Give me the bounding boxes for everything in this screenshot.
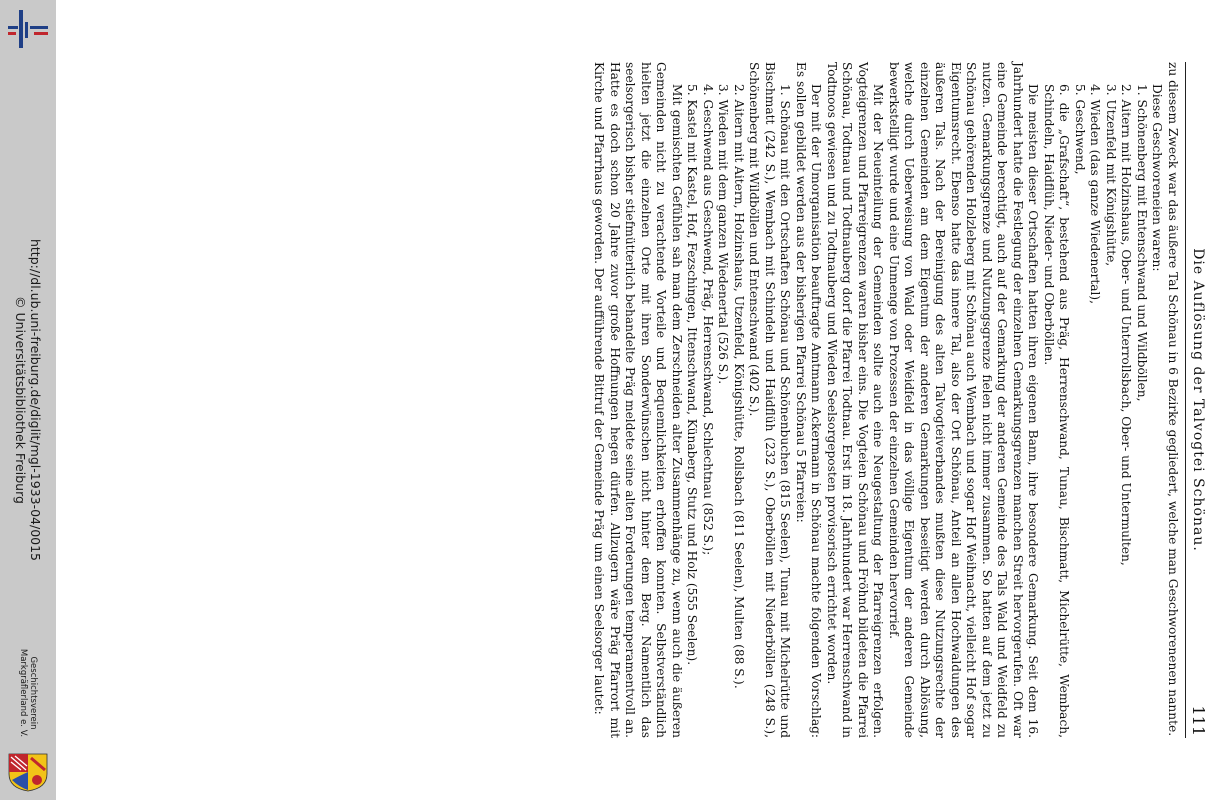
- book-page: [220, 50, 1220, 750]
- paragraph: Mit der Neueinteilung der Gemeinden sollte auch eine Neugestaltung der Pfarreigrenzen erfolgen. Vogteigrenzen und Pfarreigrenzen waren bisher eins. Die Vogteien Schönau und Fröhnd bildeten die Pfarrei Schönau, Todtnau und Todtnauberg dorf die Pfarrei Todtnau. Erst im 18. Jahrhundert war Herrenschwand in Todtnoos gewiesen und zu Todtnauberg und Wieden Seelsorgeposten provisorisch errichtet worden.: [825, 62, 886, 738]
- list-item: 5. Kastel mit Kastel, Hof, Fezschingen, Ittenschwand, Künaberg, Stutz und Holz (555 Seelen).: [685, 84, 700, 666]
- list-item: 3. Wieden mit dem ganzen Wiedenertal (526 S.).: [716, 84, 731, 385]
- running-title: Die Auflösung der Talvogtei Schönau.: [1190, 248, 1206, 552]
- university-library-logo-icon[interactable]: [6, 8, 50, 52]
- list-item: 5. Geschwend,: [1073, 84, 1087, 175]
- document-source-caption: [13, 239, 43, 561]
- page-body: [591, 62, 1180, 738]
- list-item: 6. die „Grafschaft“, bestehend aus Präg, Herrenschwand, Tunau, Bischmatt, Michelrütte, Wembach, Schindeln, Haidflüh, Nieder- und Oberböllen.: [1042, 84, 1072, 738]
- paragraph: Mit gemischten Gefühlen sah man dem Zerschneiden alter Zusammenhänge zu, wenn auch die äußeren Gemeinden nicht zu verachtende Vorteile und Bequemlichkeiten erhoffen konnten. Selbstverständlich hielten jetzt die einzelnen Orte mit ihren Sonderwünschen nicht hinter dem Berg. Namentlich das seelsorgerisch bisher stiefmütterlich behandelte Präg meldete seine alten Forderungen temperamentvoll an. Hatte es doch schon 20 Jahre zuvor große Hoffnungen hegen dürfen. Allzugern wäre Präg Pfarrort mit Kirche und Pfarrhaus geworden. Der aufführende Bittruf der Gemeinde Präg um einen Seelsorger lautet:: [592, 62, 684, 738]
- page-number: 111: [1189, 705, 1208, 736]
- list-item: 1. Schönau mit den Ortschaften Schönau und Schönenbuchen (815 Seelen), Tunau mit Michelrütte und Bischmatt (242 S.), Wembach mit Schindeln und Haidflüh (232 S.), Oberböllen mit Niederböllen (248 S.), Schönenberg mit Wildböllen und Entenschwand (402 S.).: [747, 62, 793, 738]
- list-item: 1. Schönenberg mit Entenschwand und Wildböllen,: [1135, 84, 1149, 402]
- paragraph: zu diesem Zweck war das äußere Tal Schönau in 6 Bezirke gegliedert, welche man Geschworenenen nannte.: [1166, 62, 1180, 737]
- list-item: 2. Aitern mit Aitern, Holzinshaus, Utzenfeld, Königshütte, Rollsbach (811 Seelen), Multen (88 S.).: [732, 84, 746, 689]
- viewer-sidebar: [0, 0, 56, 800]
- document-url[interactable]: http://dl.ub.uni-freiburg.de/diglit/mgl-1933-04/0015: [28, 238, 43, 562]
- list-item: 3. Utzenfeld mit Königshütte,: [1104, 84, 1118, 267]
- running-head: [1185, 62, 1208, 738]
- list-item: 4. Geschwend aus Geschwend, Präg, Herrenschwand, Schlechtnau (852 S.);: [701, 84, 715, 556]
- society-name-line2: Markgräflerland e. V.: [18, 648, 28, 738]
- list-item: 2. Aitern mit Holzinshaus, Ober- und Unterrollsbach, Ober- und Untermulten,: [1119, 84, 1134, 566]
- paragraph: Die meisten dieser Ortschaften hatten ihren eigenen Bann, ihre besondere Gemarkung. Seit dem 16. Jahrhundert hatte die Festlegung der einzelnen Gemarkungsgrenzen manchen Streit hervorgerufen. Oft war eine Gemeinde berechtigt, auch auf der Gemarkung der anderen Gemeinde des Tals Wald und Weidfeld zu nutzen. Gemarkungsgrenze und Nutzungsgrenze fielen nicht immer zusammen. So hatten auf dem jetzt zu Schönau gehörenden Holzleberg mit Schönau auch Wembach und sogar Hof Weihnacht, vielleicht Hof sogar Eigentumsrecht. Ebenso hatte das innere Tal, also der Ort Schönau, Anteil an allen Hochwaldungen des äußeren Tals. Nach der Bereinigung des alten Talvogteiverbandes mußten diese Nutzungsrechte der einzelnen Gemeinden am dem Eigentum der anderen Gemarkungen beseitigt werden durch Ablösung, welche durch Ueberweisung von Wald oder Weidfeld in das völlige Eigentum der anderen Gemeinde bewerkstelligt wurde und eine Unmenge von Prozessen der einzelnen Gemeinden hervorrief.: [887, 62, 1041, 738]
- copyright-notice: © Universitätsbibliothek Freiburg: [13, 296, 28, 504]
- society-name: [18, 649, 38, 737]
- list-item: 4. Wieden (das ganze Wiedenertal),: [1088, 84, 1103, 305]
- paragraph: Diese Geschworeneien waren:: [1150, 84, 1165, 272]
- society-name-line1: Geschichtsverein: [28, 656, 38, 730]
- coat-of-arms-icon[interactable]: [7, 752, 49, 792]
- paragraph: Der mit der Umorganisation beauftragte Amtmann Ackermann in Schönau machte folgenden Vorschlag: Es sollen gebildet werden aus der bisherigen Pfarrei Schönau 5 Pfarreien:: [794, 62, 824, 738]
